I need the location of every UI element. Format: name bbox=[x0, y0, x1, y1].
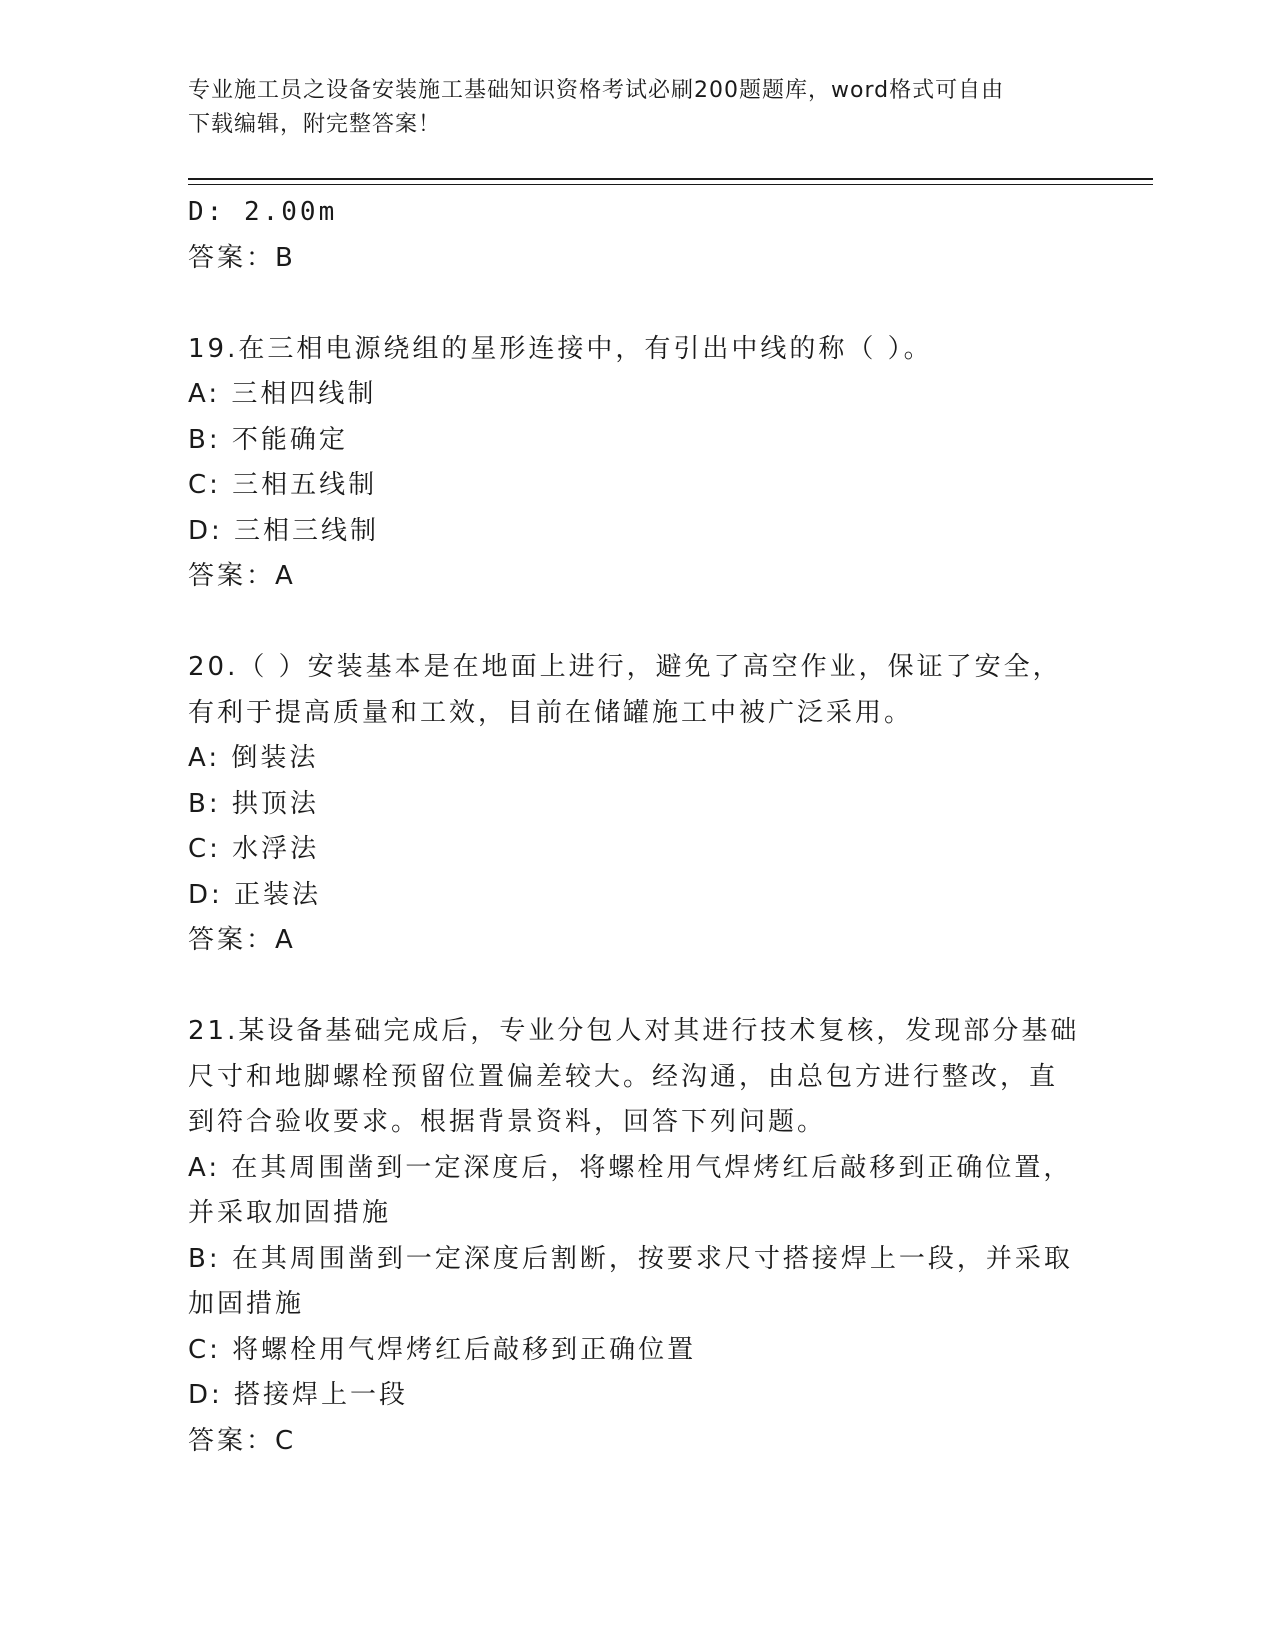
spacer bbox=[188, 600, 1088, 646]
header-title-line-1: 专业施工员之设备安装施工基础知识资格考试必刷200题题库，word格式可自由 bbox=[188, 78, 1005, 103]
header-title-line-2: 下载编辑，附完整答案！ bbox=[188, 112, 442, 137]
option-c: C: 水浮法 bbox=[188, 834, 320, 864]
option-d: D: 三相三线制 bbox=[188, 515, 380, 546]
spacer bbox=[188, 281, 1088, 327]
option-a: A: 倒装法 bbox=[188, 743, 319, 773]
option-b: B: 拱顶法 bbox=[188, 788, 319, 819]
header-divider-thick bbox=[188, 178, 1153, 180]
option-c: C: 三相五线制 bbox=[188, 470, 378, 500]
option-d: D: 2.00m bbox=[188, 197, 338, 227]
option-b-line-2: 加固措施 bbox=[188, 1289, 305, 1319]
answer-line: 答案：A bbox=[188, 561, 296, 591]
question-19 bbox=[188, 327, 1088, 600]
question-21 bbox=[188, 1009, 1088, 1464]
prev-question-tail bbox=[188, 190, 1088, 281]
option-a: A: 三相四线制 bbox=[188, 379, 377, 409]
answer-line: 答案：C bbox=[188, 1425, 297, 1456]
option-b: B: 不能确定 bbox=[188, 424, 348, 455]
answer-line: 答案：A bbox=[188, 925, 296, 955]
option-c: C: 将螺栓用气焊烤红后敲移到正确位置 bbox=[188, 1334, 697, 1365]
question-stem-line-2: 有利于提高质量和工效，目前在储罐施工中被广泛采用。 bbox=[188, 697, 914, 728]
option-d: D: 正装法 bbox=[188, 879, 322, 910]
document-header bbox=[188, 74, 1088, 142]
question-stem-line-1: 20.（ ）安装基本是在地面上进行，避免了高空作业，保证了安全， bbox=[188, 652, 1062, 682]
question-stem-line-2: 尺寸和地脚螺栓预留位置偏差较大。经沟通，由总包方进行整改，直 bbox=[188, 1061, 1059, 1092]
question-stem-line-1: 21.某设备基础完成后，专业分包人对其进行技术复核，发现部分基础 bbox=[188, 1016, 1080, 1046]
option-b-line-1: B: 在其周围凿到一定深度后割断，按要求尺寸搭接焊上一段，并采取 bbox=[188, 1243, 1073, 1274]
question-list bbox=[188, 190, 1088, 1464]
header-divider-thin bbox=[188, 184, 1153, 185]
option-d: D: 搭接焊上一段 bbox=[188, 1380, 409, 1410]
spacer bbox=[188, 964, 1088, 1010]
option-a-line-2: 并采取加固措施 bbox=[188, 1198, 392, 1228]
answer-line: 答案：B bbox=[188, 242, 296, 273]
question-stem: 19.在三相电源绕组的星形连接中，有引出中线的称（ ）。 bbox=[188, 333, 933, 364]
question-20 bbox=[188, 645, 1088, 964]
option-a-line-1: A: 在其周围凿到一定深度后，将螺栓用气焊烤红后敲移到正确位置， bbox=[188, 1152, 1073, 1183]
question-stem-line-3: 到符合验收要求。根据背景资料，回答下列问题。 bbox=[188, 1107, 827, 1137]
